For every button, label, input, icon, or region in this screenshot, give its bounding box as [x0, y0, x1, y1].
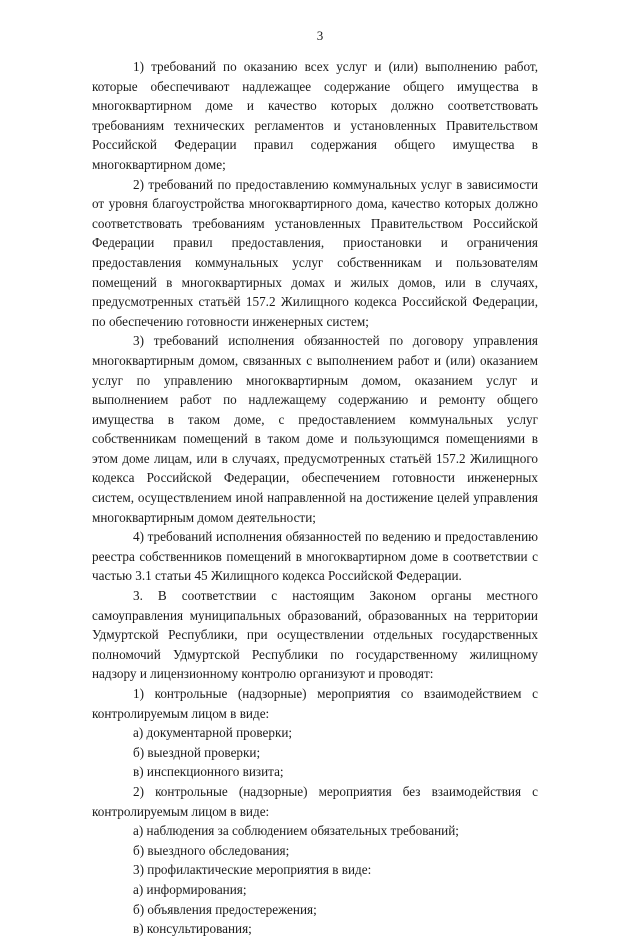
list-item: в) инспекционного визита; — [133, 764, 284, 780]
paragraph-2: 2) требований по предоставлению коммунальных услуг в зависимости от уровня благоустройства многоквартирного дома, качество которых должно соответствовать требованиям установленных Правительством Российской Федерации правил предоставления, приостановки и ограничения предоставления коммунальных услуг собственникам и пользователям помещений в многоквартирных домах и жилых домов, или в случаях, предусмотренных статьёй 157.2 Жилищного кодекса Российской Федерации, по обеспечению готовности инженерных систем; — [92, 176, 538, 329]
list-item: в) консультирования; — [133, 921, 252, 937]
paragraph-5: 3. В соответствии с настоящим Законом органы местного самоуправления муниципальных образований, образованных на территории Удмуртской Республики, при осуществлении отдельных государственных полномочий Удмуртской Республики по государственному жилищному надзору и лицензионному контролю организуют и проводят: — [92, 588, 538, 682]
list-item: а) документарной проверки; — [133, 725, 293, 741]
paragraph-13: 3) профилактические мероприятия в виде: — [133, 862, 372, 878]
paragraph-4: 4) требований исполнения обязанностей по ведению и предоставлению реестра собственников помещений в многоквартирном доме в соответствии с частью 3.1 статьи 45 Жилищного кодекса Российской Федерации. — [92, 529, 538, 584]
list-item: б) выездного обследования; — [133, 842, 290, 858]
page-number: 3 — [316, 28, 324, 43]
list-item: а) наблюдения за соблюдением обязательных требований; — [133, 823, 459, 839]
list-item: б) объявления предостережения; — [133, 901, 317, 917]
document-body — [92, 57, 538, 939]
paragraph-10: 2) контрольные (надзорные) мероприятия без взаимодействия с контролируемым лицом в виде: — [92, 783, 538, 819]
paragraph-1: 1) требований по оказанию всех услуг и (или) выполнению работ, которые обеспечивают надлежащее содержание общего имущества в многоквартирном доме и качество которых должно соответствовать требованиям технических регламентов и установленных Правительством Российской Федерации правил содержания общего имущества в многоквартирном доме; — [92, 59, 538, 172]
list-item: б) выездной проверки; — [133, 744, 261, 760]
paragraph-6: 1) контрольные (надзорные) мероприятия со взаимодействием с контролируемым лицом в виде: — [92, 686, 538, 721]
list-item: а) информирования; — [133, 881, 247, 897]
paragraph-3: 3) требований исполнения обязанностей по договору управления многоквартирным домом, связанных с выполнением работ и (или) оказанием услуг по управлению многоквартирным домом, оказанием услуг и выполнением работ по надлежащему содержанию и ремонту общего имущества в таком доме, с предоставлением коммунальных услуг собственникам помещений в таком доме и пользующимся помещениями в этом доме лицам, или в случаях, предусмотренных статьёй 157.2 Жилищного кодекса Российской Федерации, обеспечением готовности инженерных систем, осуществлением иной направленной на достижение целей управления многоквартирным домом деятельности; — [92, 333, 538, 525]
